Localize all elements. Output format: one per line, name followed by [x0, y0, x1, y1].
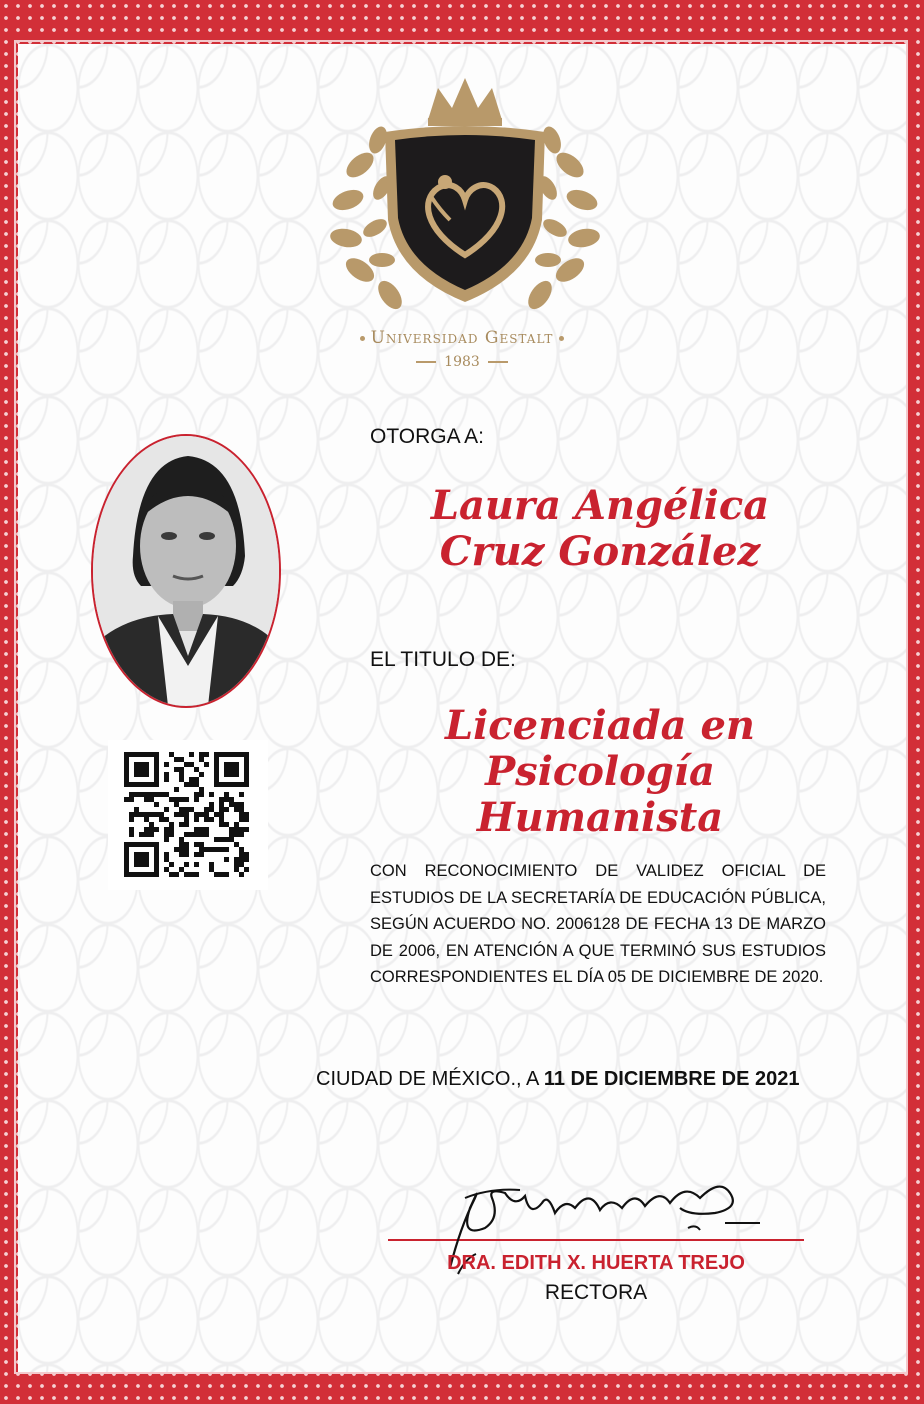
- signatory-role: RECTORA: [544, 1281, 648, 1304]
- title-label: EL TITULO DE:: [370, 648, 516, 671]
- grants-label: OTORGA A:: [370, 425, 484, 448]
- university-crest-icon: [320, 70, 610, 320]
- university-name: Universidad Gestalt: [0, 328, 924, 348]
- signatory-name: DRA. EDITH X. HUERTA TREJO: [447, 1252, 745, 1274]
- issue-place: CIUDAD DE MÉXICO., A: [316, 1068, 544, 1090]
- recipient-name-line2: Cruz González: [439, 528, 761, 575]
- recipient-name: [390, 483, 810, 575]
- issue-place-date: [316, 1068, 799, 1091]
- degree-title: [380, 703, 820, 841]
- degree-title-line1: Licenciada en: [444, 702, 756, 749]
- accreditation-text: CON RECONOCIMIENTO DE VALIDEZ OFICIAL DE ESTUDIOS DE LA SECRETARÍA DE EDUCACIÓN PÚBLICA, SEGÚN ACUERDO NO. 2006128 DE FECHA 13 DE MARZO DE 2006, EN ATENCIÓN A QUE TERMINÓ SUS ESTUDIOS CORRESPONDIENTES EL DÍA 05 DE DICIEMBRE DE 2020.: [370, 862, 826, 986]
- university-founding-year: 1983: [0, 354, 924, 370]
- issue-date: 11 DE DICIEMBRE DE 2021: [543, 1068, 800, 1090]
- graduate-photo: [91, 434, 281, 708]
- degree-title-line2: Psicología Humanista: [476, 748, 724, 841]
- recipient-name-line1: Laura Angélica: [430, 482, 770, 529]
- verification-qr-code[interactable]: [108, 740, 268, 890]
